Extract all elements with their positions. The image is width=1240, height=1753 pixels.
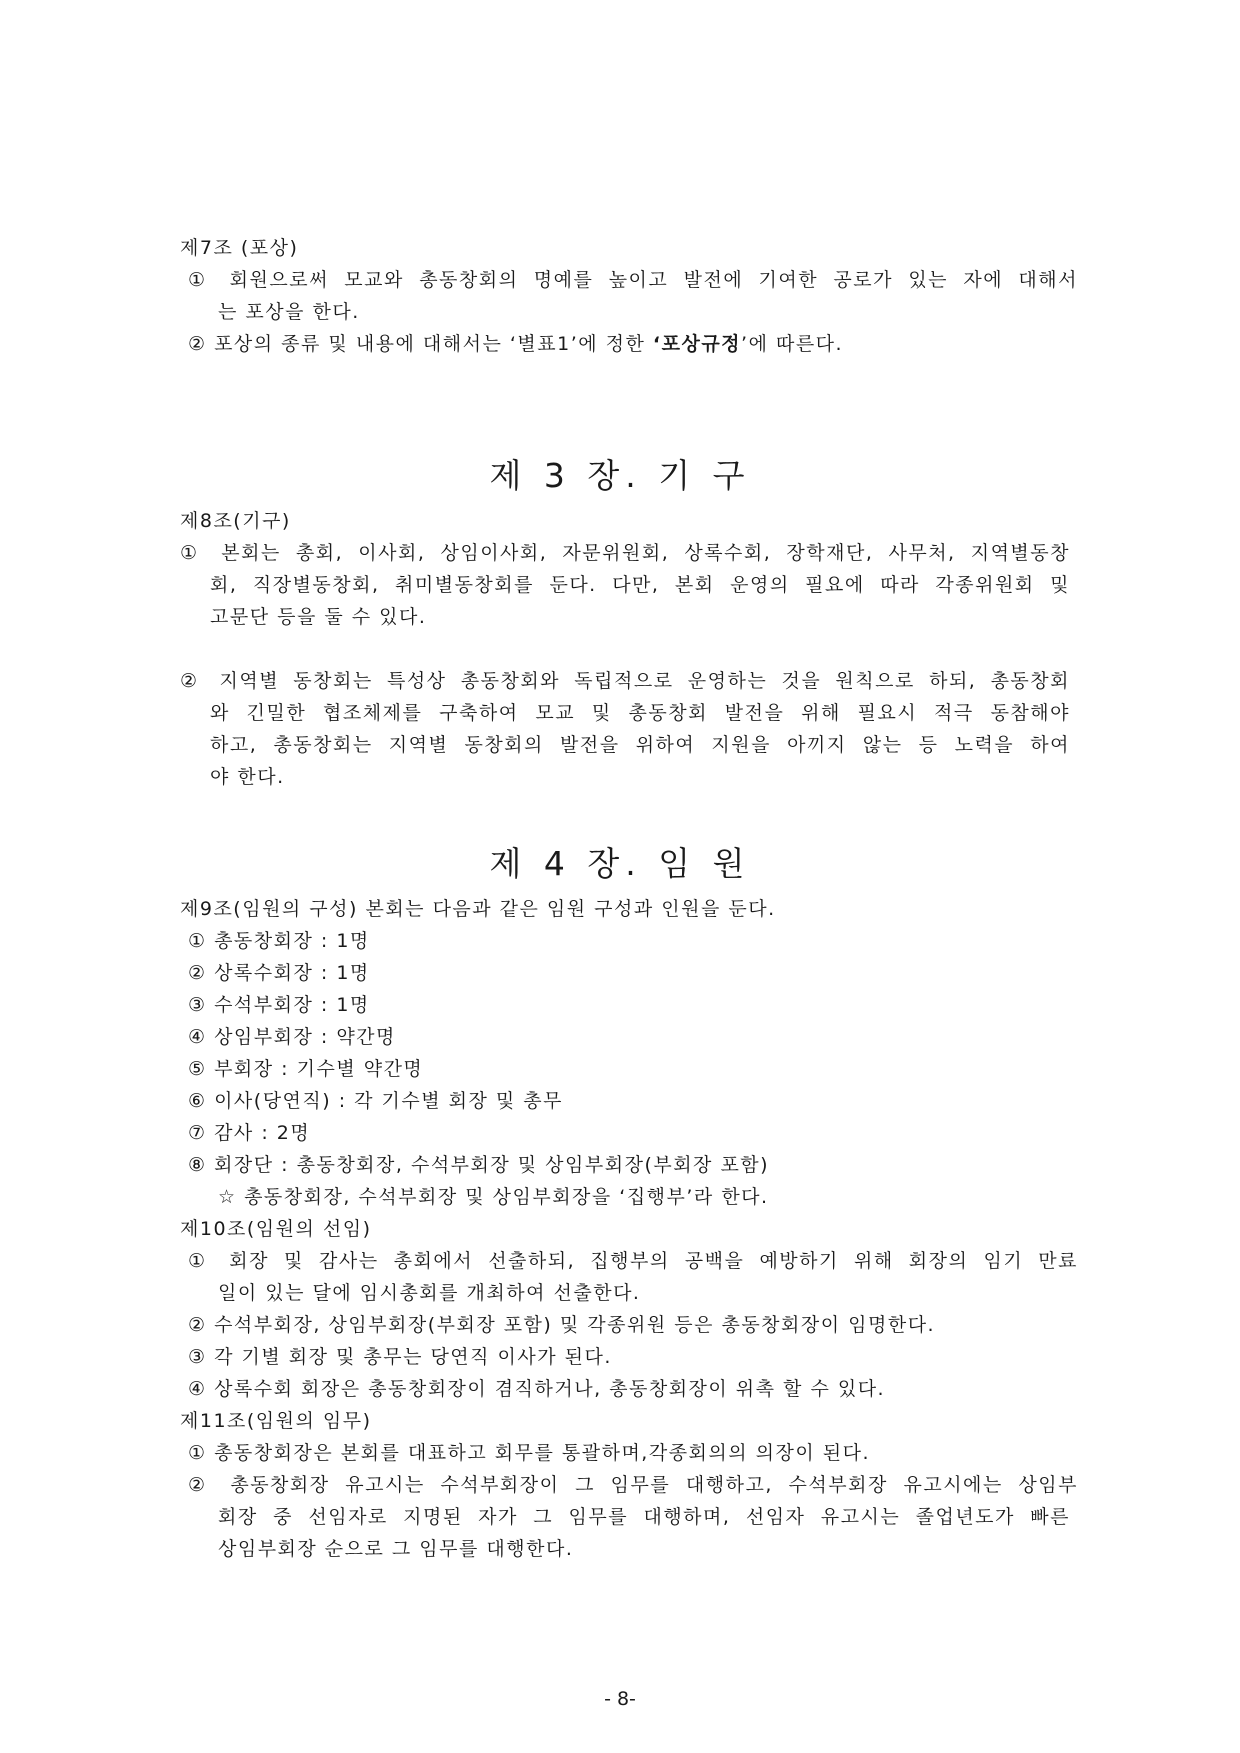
chapter-3-heading: 제 3 장. 기 구 <box>489 456 751 495</box>
chapter-4-heading: 제 4 장. 임 원 <box>489 844 751 883</box>
article-7-title: 제7조 (포상) <box>180 237 299 259</box>
article-11-item-2: ② 총동창회장 유고시는 수석부회장이 그 임무를 대행하고, 수석부회장 유고시에는 상임부 <box>188 1474 1078 1496</box>
article-7-item-2-suffix: ’에 따른다. <box>741 333 844 355</box>
article-11-item-2-cont: 회장 중 선임자로 지명된 자가 그 임무를 대행하며, 선임자 유고시는 졸업년도가 빠른 <box>218 1506 1070 1528</box>
article-8-item-1-cont: 회, 직장별동창회, 취미별동창회를 둔다. 다만, 본회 운영의 필요에 따라 각종위원회 및 <box>210 574 1070 596</box>
article-8-title: 제8조(기구) <box>180 510 291 532</box>
article-9-item: ⑧ 회장단 : 총동창회장, 수석부회장 및 상임부회장(부회장 포함) <box>188 1154 770 1176</box>
article-7-item-1-cont: 는 포상을 한다. <box>218 301 360 323</box>
article-7-item-2-prefix: ② 포상의 종류 및 내용에 대해서는 ‘별표1’에 정한 <box>188 333 653 355</box>
article-8-item-2: ② 지역별 동창회는 특성상 총동창회와 독립적으로 운영하는 것을 원칙으로 하되, 총동창회 <box>180 670 1070 692</box>
article-8-item-2-cont: 와 긴밀한 협조체제를 구축하여 모교 및 총동창회 발전을 위해 필요시 적극 동참해야 <box>210 702 1070 724</box>
article-9-item: ⑥ 이사(당연직) : 각 기수별 회장 및 총무 <box>188 1090 563 1112</box>
article-11-item-1: ① 총동창회장은 본회를 대표하고 회무를 통괄하며,각종회의의 의장이 된다. <box>188 1442 871 1464</box>
article-10-item-3: ③ 각 기별 회장 및 총무는 당연직 이사가 된다. <box>188 1346 612 1368</box>
article-10-item-4: ④ 상록수회 회장은 총동창회장이 겸직하거나, 총동창회장이 위촉 할 수 있다. <box>188 1378 886 1400</box>
reward-regulation-term: ‘포상규정 <box>652 333 742 355</box>
page-number: - 8- <box>604 1688 636 1710</box>
article-9-item: ③ 수석부회장 : 1명 <box>188 994 370 1016</box>
article-10-item-1-cont: 일이 있는 달에 임시총회를 개최하여 선출한다. <box>218 1282 641 1304</box>
article-9-item: ⑤ 부회장 : 기수별 약간명 <box>188 1058 424 1080</box>
article-9-item: ④ 상임부회장 : 약간명 <box>188 1026 396 1048</box>
article-9-item: ② 상록수회장 : 1명 <box>188 962 370 984</box>
article-10-title: 제10조(임원의 선임) <box>180 1218 372 1240</box>
article-8-item-1: ① 본회는 총회, 이사회, 상임이사회, 자문위원회, 상록수회, 장학재단, 사무처, 지역별동창 <box>180 542 1070 564</box>
article-9-item: ① 총동창회장 : 1명 <box>188 930 370 952</box>
article-7-item-2 <box>188 328 1078 360</box>
article-8-item-2-cont: 하고, 총동창회는 지역별 동창회의 발전을 위하여 지원을 아끼지 않는 등 노력을 하여 <box>210 734 1070 756</box>
article-7-item-1: ① 회원으로써 모교와 총동창회의 명예를 높이고 발전에 기여한 공로가 있는 자에 대해서 <box>188 269 1078 291</box>
article-11-item-2-cont: 상임부회장 순으로 그 임무를 대행한다. <box>218 1538 574 1560</box>
article-10-item-1: ① 회장 및 감사는 총회에서 선출하되, 집행부의 공백을 예방하기 위해 회장의 임기 만료 <box>188 1250 1078 1272</box>
article-9-item: ⑦ 감사 : 2명 <box>188 1122 311 1144</box>
article-8-item-1-cont: 고문단 등을 둘 수 있다. <box>210 606 427 628</box>
article-9-note: ☆ 총동창회장, 수석부회장 및 상임부회장을 ‘집행부’라 한다. <box>218 1186 769 1208</box>
article-9-title: 제9조(임원의 구성) 본회는 다음과 같은 임원 구성과 인원을 둔다. <box>180 898 776 920</box>
article-11-title: 제11조(임원의 임무) <box>180 1410 372 1432</box>
article-10-item-2: ② 수석부회장, 상임부회장(부회장 포함) 및 각종위원 등은 총동창회장이 임명한다. <box>188 1314 936 1336</box>
article-8-item-2-cont: 야 한다. <box>210 766 285 788</box>
